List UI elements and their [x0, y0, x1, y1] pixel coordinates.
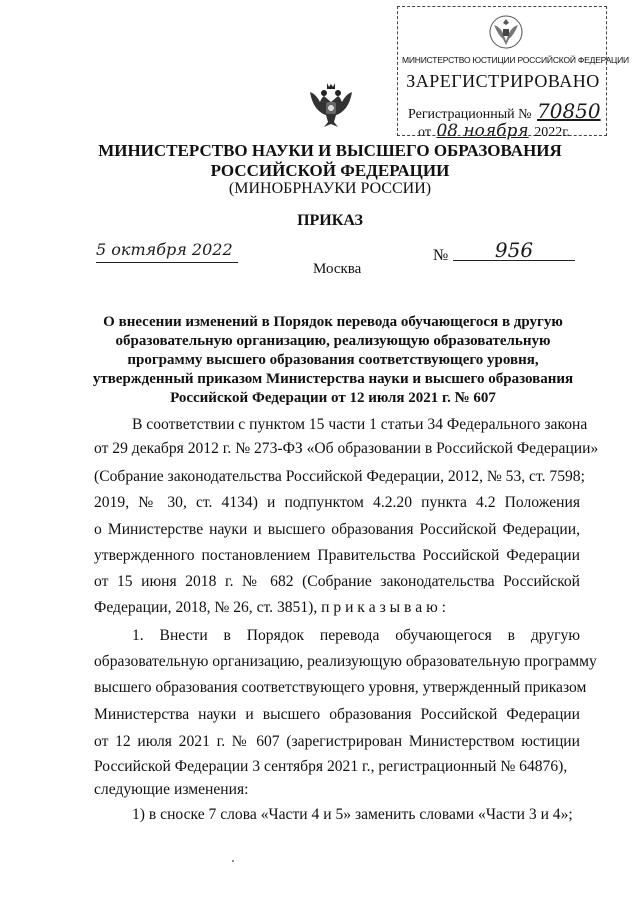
- title-line: программу высшего образования соответствующего уровня,: [127, 352, 539, 368]
- paragraph2-line: высшего образования соответствующего уровня, утвержденный приказом: [94, 679, 587, 696]
- stamp-date-handwritten: 08 ноября: [436, 121, 529, 141]
- stamp-registered-label: ЗАРЕГИСТРИРОВАНО: [406, 71, 600, 91]
- order-date: 5 октября 2022: [96, 240, 238, 263]
- paragraph1-line: 2019, № 30, ст. 4134) и подпунктом 4.2.20 пункта 4.2 Положения: [94, 494, 580, 511]
- stamp-reg-label: Регистрационный №: [408, 107, 532, 122]
- title-line: О внесении изменений в Порядок перевода обучающегося в другую: [103, 314, 563, 330]
- title-line: Российской Федерации от 12 июля 2021 г. № 607: [170, 390, 496, 406]
- paragraph1-line: от 15 июня 2018 г. № 682 (Собрание законодательства Российской: [94, 573, 580, 590]
- coat-of-arms-icon: [308, 80, 354, 130]
- paragraph1-line: о Министерстве науки и высшего образования Российской Федерации,: [94, 521, 580, 538]
- ministry-name-line1: МИНИСТЕРСТВО НАУКИ И ВЫСШЕГО ОБРАЗОВАНИЯ: [98, 141, 562, 160]
- stamp-registration-line: [408, 99, 603, 123]
- stamp-ministry-name: МИНИСТЕРСТВО ЮСТИЦИИ РОССИЙСКОЙ ФЕДЕРАЦИИ: [402, 55, 629, 65]
- paragraph2-line: образовательную организацию, реализующую образовательную программу: [94, 653, 597, 670]
- paragraph1-line: Федерации, 2018, № 26, ст. 3851), п р и к а з ы в а ю :: [94, 599, 447, 616]
- stamp-date-prefix: от: [418, 125, 431, 140]
- title-line: образовательную организацию, реализующую образовательную: [115, 333, 551, 349]
- order-title: ПРИКАЗ: [297, 212, 363, 229]
- scan-speck: [232, 860, 234, 862]
- paragraph2-line: 1. Внести в Порядок перевода обучающегося в другую: [132, 627, 580, 644]
- city: Москва: [313, 261, 362, 277]
- paragraph1-line: от 29 декабря 2012 г. № 273-ФЗ «Об образовании в Российской Федерации»: [94, 440, 599, 457]
- paragraph1-line: утвержденного постановлением Правительства Российской Федерации: [94, 547, 580, 564]
- paragraph2-line: Министерства науки и высшего образования Российской Федерации: [94, 706, 580, 723]
- ministry-name-line2: РОССИЙСКОЙ ФЕДЕРАЦИИ: [210, 161, 450, 180]
- order-number: 956: [453, 238, 575, 261]
- order-number-label: №: [433, 247, 449, 264]
- paragraph2-line: Российской Федерации 3 сентября 2021 г., регистрационный № 64876),: [94, 758, 568, 775]
- title-line: утвержденный приказом Министерства науки и высшего образования: [92, 371, 574, 387]
- stamp-date-year: 2022г.: [534, 125, 570, 140]
- paragraph2-line: следующие изменения:: [94, 781, 249, 798]
- paragraph2-line: от 12 июля 2021 г. № 607 (зарегистрирован Министерством юстиции: [94, 733, 580, 750]
- ministry-short-name: (МИНОБРНАУКИ РОССИИ): [228, 180, 432, 197]
- eagle-emblem-icon: [486, 11, 526, 51]
- paragraph1-line: В соответствии с пунктом 15 части 1 статьи 34 Федерального закона: [132, 416, 588, 433]
- list-item: 1) в сноске 7 слова «Части 4 и 5» заменить словами «Части 3 и 4»;: [132, 806, 573, 823]
- registration-stamp: [397, 6, 629, 141]
- stamp-date-line: [418, 121, 606, 141]
- stamp-reg-number: 70850: [537, 99, 601, 123]
- paragraph1-line: (Собрание законодательства Российской Федерации, 2012, № 53, ст. 7598;: [94, 468, 585, 485]
